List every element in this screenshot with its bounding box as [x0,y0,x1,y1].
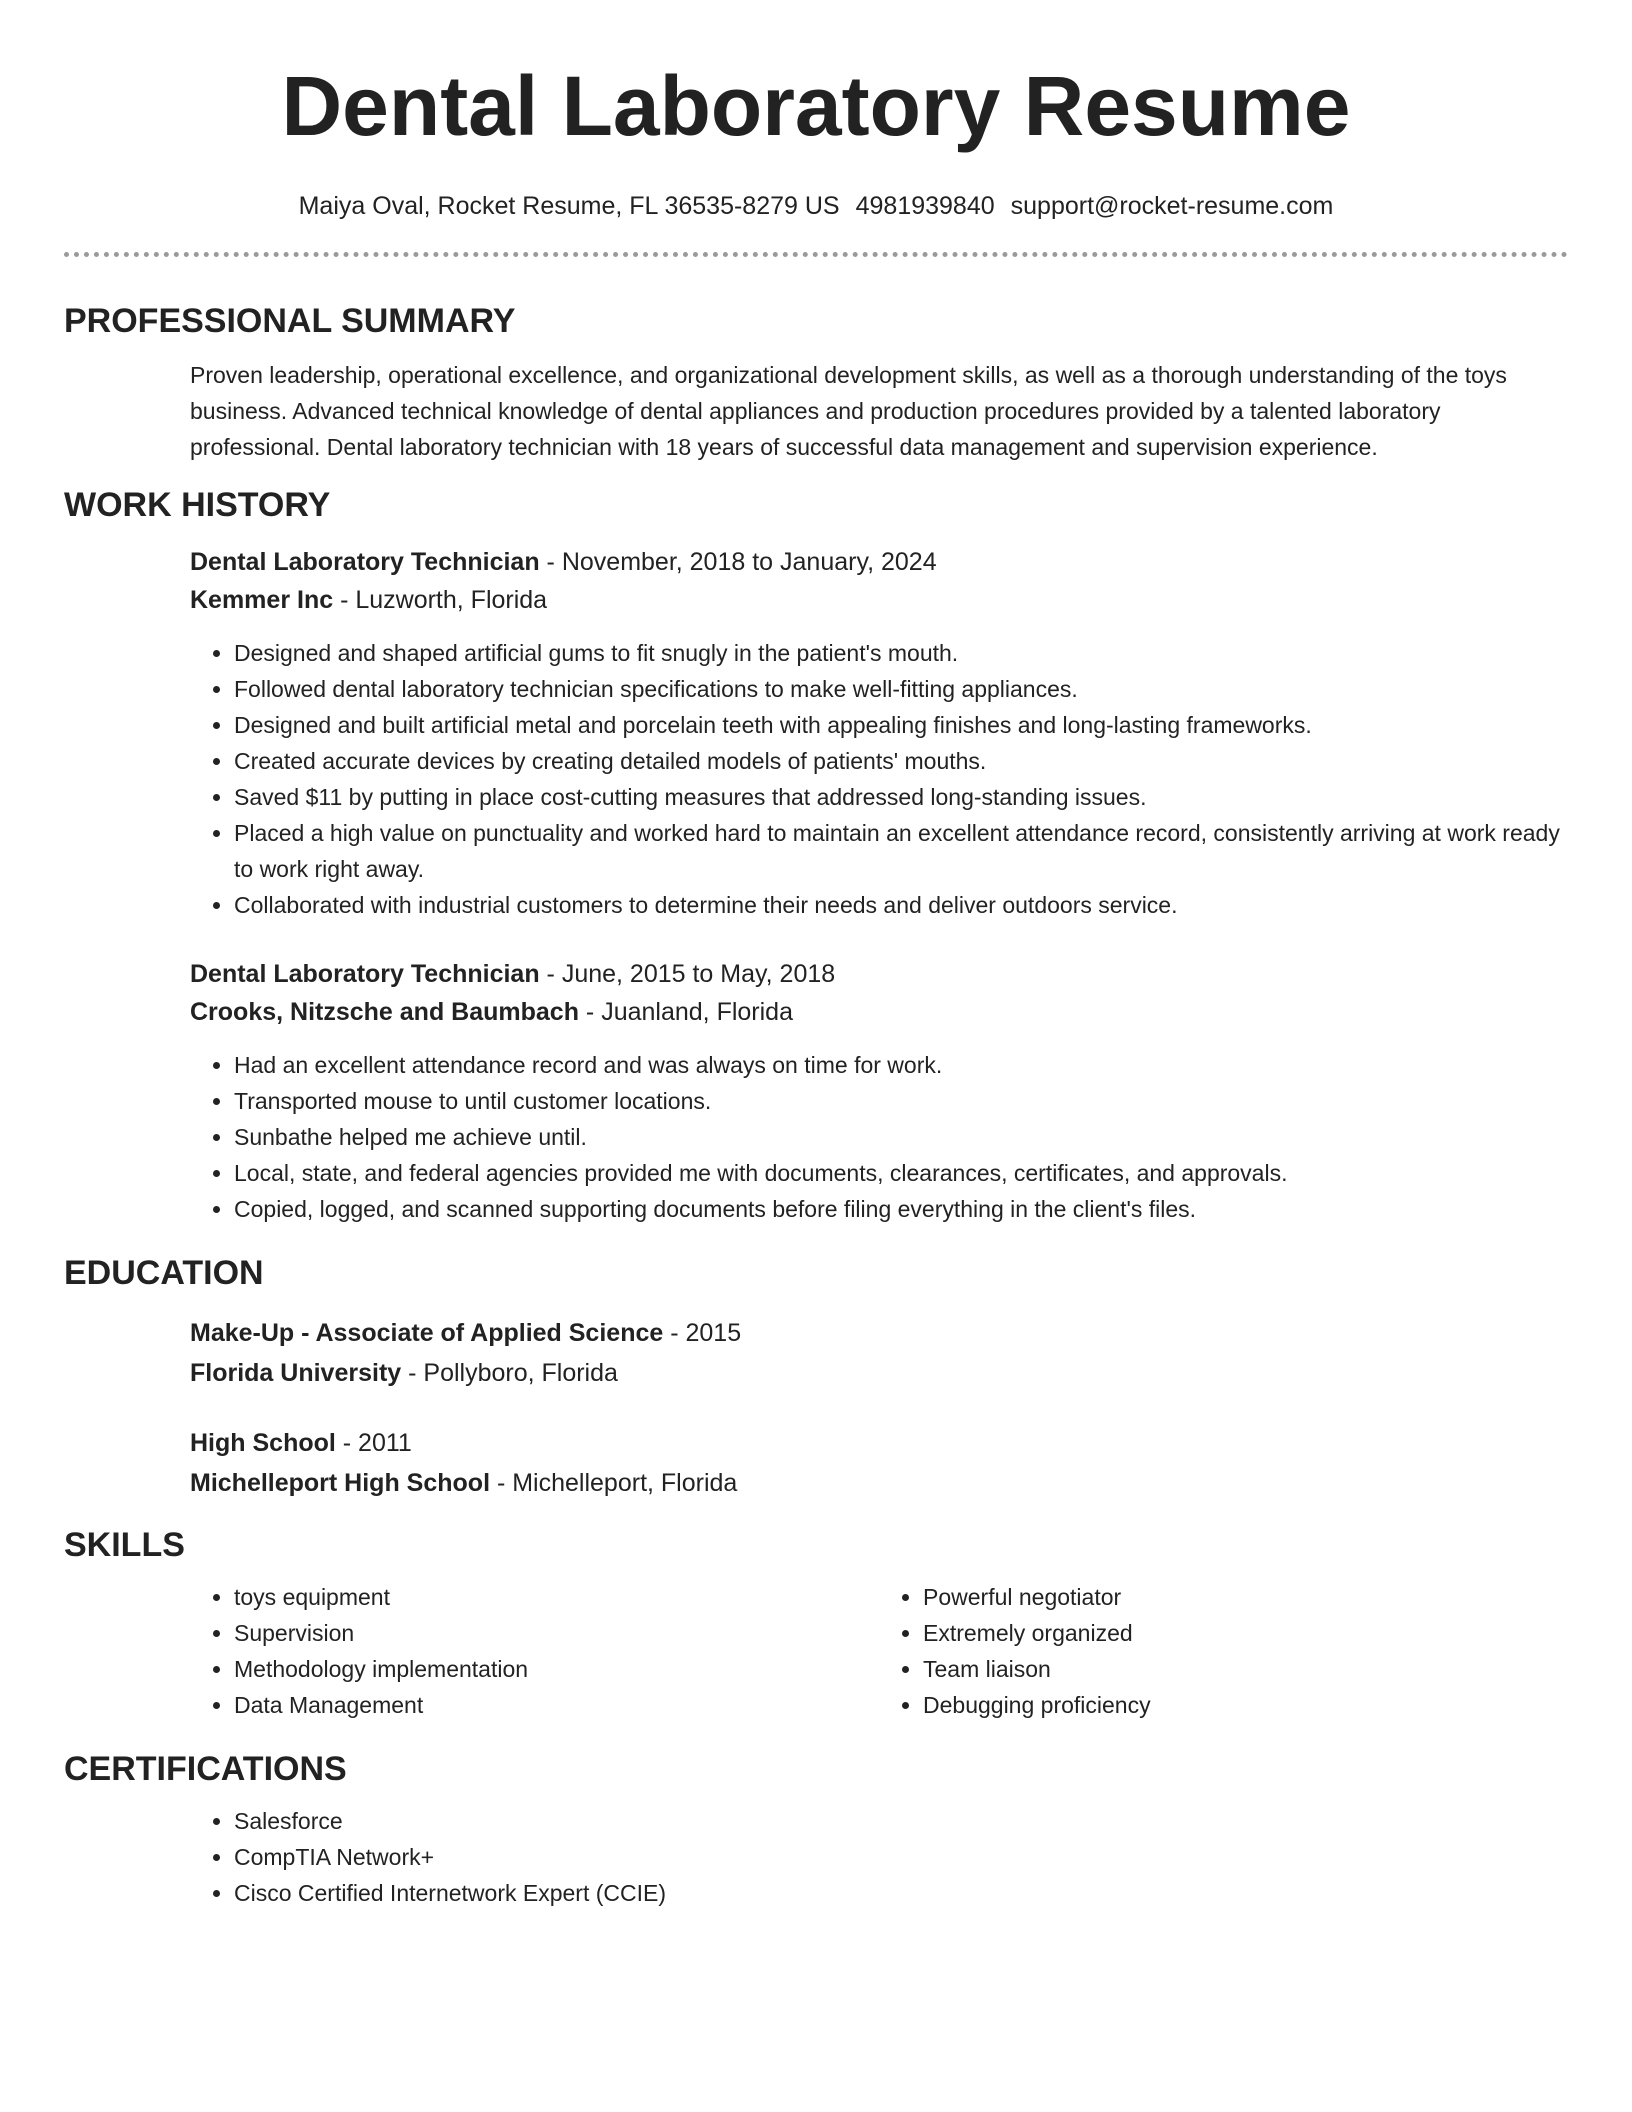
certifications-section [64,1803,1568,1911]
job-location: - Luzworth, Florida [333,586,548,614]
job-duties-list [190,1047,1568,1227]
list-item: • Powerful negotiator [923,1579,1568,1615]
education-year: - 2015 [663,1319,742,1347]
skills-list-left [190,1579,879,1723]
certifications-heading: CERTIFICATIONS [64,1750,347,1788]
education-degree: High School [190,1429,336,1457]
list-item: • Followed dental laboratory technician specifications to make well-fitting appliances. [234,671,1568,707]
education-degree-line [190,1313,1568,1353]
list-item: • Had an excellent attendance record and was always on time for work. [234,1047,1568,1083]
job-title-line [190,955,1568,993]
education-school-line [190,1463,1568,1503]
education-heading: EDUCATION [64,1254,264,1292]
list-item: • Cisco Certified Internetwork Expert (CCIE) [234,1875,1568,1911]
education-degree-line [190,1423,1568,1463]
education-location: - Pollyboro, Florida [401,1359,618,1387]
job-entry [190,543,1568,923]
job-company: Crooks, Nitzsche and Baumbach [190,998,579,1026]
skills-list-right [879,1579,1568,1723]
education-year: - 2011 [335,1429,412,1457]
education-location: - Michelleport, Florida [490,1469,738,1497]
list-item: • Placed a high value on punctuality and worked hard to maintain an excellent attendance record, consistently arriving at work ready to work right away. [234,815,1568,887]
header-divider [64,252,1568,257]
job-title: Dental Laboratory Technician [190,548,540,576]
certifications-list [190,1803,1568,1911]
contact-phone: 4981939840 [855,192,995,220]
job-location: - Juanland, Florida [578,998,793,1026]
list-item: • Local, state, and federal agencies provided me with documents, clearances, certificates, and approvals. [234,1155,1568,1191]
education-degree: Make-Up - Associate of Applied Science [190,1319,664,1347]
job-duties-list [190,635,1568,923]
job-dates: - June, 2015 to May, 2018 [539,960,836,988]
list-item: • Copied, logged, and scanned supporting documents before filing everything in the client's files. [234,1191,1568,1227]
education-school: Michelleport High School [190,1469,491,1497]
list-item: • Designed and built artificial metal and porcelain teeth with appealing finishes and long-lasting frameworks. [234,707,1568,743]
list-item: • Collaborated with industrial customers to determine their needs and deliver outdoors service. [234,887,1568,923]
job-company: Kemmer Inc [190,586,334,614]
skills-section [64,1579,1568,1723]
list-item: • Data Management [234,1687,879,1723]
skills-heading: SKILLS [64,1526,185,1564]
job-dates: - November, 2018 to January, 2024 [539,548,937,576]
list-item: • Saved $11 by putting in place cost-cutting measures that addressed long-standing issues. [234,779,1568,815]
job-company-line [190,581,1568,619]
list-item: • Designed and shaped artificial gums to fit snugly in the patient's mouth. [234,635,1568,671]
job-company-line [190,993,1568,1031]
summary-section [64,357,1568,465]
list-item: • Team liaison [923,1651,1568,1687]
skills-grid [190,1579,1568,1723]
work-history-section [64,543,1568,1227]
contact-info [64,190,1568,222]
list-item: • toys equipment [234,1579,879,1615]
work-history-heading: WORK HISTORY [64,486,331,524]
contact-email: support@rocket-resume.com [1010,192,1334,220]
list-item: • Salesforce [234,1803,1568,1839]
list-item: • Debugging proficiency [923,1687,1568,1723]
job-entry [190,955,1568,1227]
list-item: • Methodology implementation [234,1651,879,1687]
list-item: • Supervision [234,1615,879,1651]
contact-address: Maiya Oval, Rocket Resume, FL 36535-8279 US [298,192,840,220]
education-school-line [190,1353,1568,1393]
summary-heading: PROFESSIONAL SUMMARY [64,302,516,340]
education-section [64,1313,1568,1503]
page-title: Dental Laboratory Resume [281,59,1351,153]
list-item: • Sunbathe helped me achieve until. [234,1119,1568,1155]
list-item: • Extremely organized [923,1615,1568,1651]
list-item: • Created accurate devices by creating detailed models of patients' mouths. [234,743,1568,779]
list-item: • CompTIA Network+ [234,1839,1568,1875]
job-title: Dental Laboratory Technician [190,960,540,988]
job-title-line [190,543,1568,581]
summary-text: Proven leadership, operational excellence, and organizational development skills, as well as a thorough understanding of the toys business. Advanced technical knowledge of dental appliances and production procedures provided by a talented laboratory professional. Dental laboratory technician with 18 years of successful data management and supervision experience. [190,362,1507,460]
list-item: • Transported mouse to until customer locations. [234,1083,1568,1119]
education-school: Florida University [190,1359,402,1387]
education-entry [190,1313,1568,1393]
education-entry [190,1423,1568,1503]
